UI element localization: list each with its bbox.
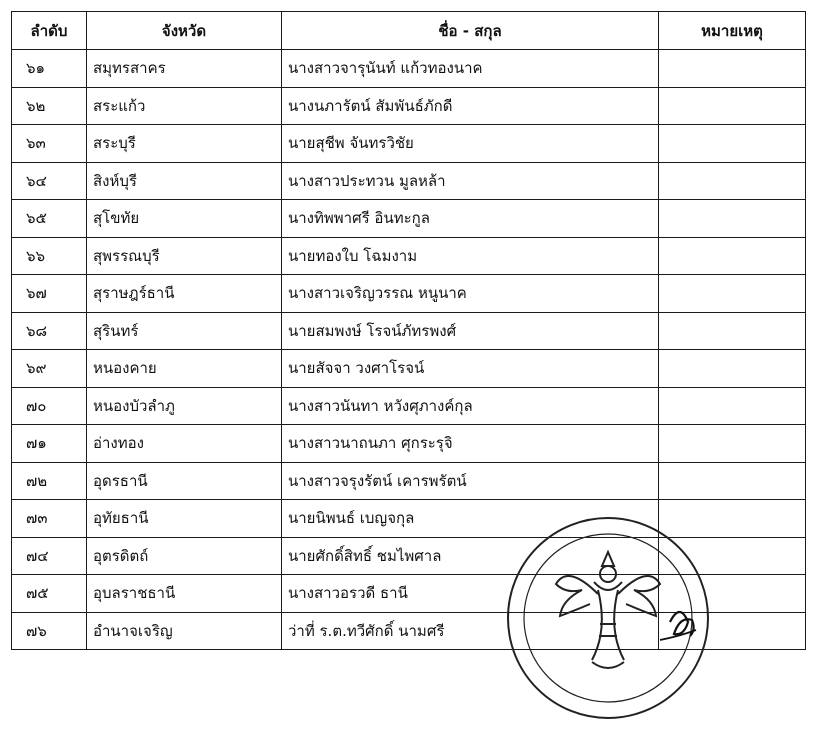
row-name: นางสาวอรวดี ธานี <box>282 575 659 613</box>
row-note <box>659 237 806 275</box>
row-note <box>659 87 806 125</box>
row-name: นายสุชีพ จันทรวิชัย <box>282 125 659 163</box>
row-name: นายสมพงษ์ โรจน์ภัทรพงศ์ <box>282 312 659 350</box>
row-name: นายสัจจา วงศาโรจน์ <box>282 350 659 388</box>
row-name: นางสาวประทวน มูลหล้า <box>282 162 659 200</box>
row-name: นางนภารัตน์ สัมพันธ์ภักดี <box>282 87 659 125</box>
table-row <box>12 50 806 88</box>
garuda-seal-icon <box>502 512 714 724</box>
row-number: ๖๒ <box>12 87 87 125</box>
row-number: ๖๔ <box>12 162 87 200</box>
row-province: สุรินทร์ <box>87 312 282 350</box>
row-province: อ่างทอง <box>87 425 282 463</box>
row-note <box>659 312 806 350</box>
row-name: นายนิพนธ์ เบญจกุล <box>282 500 659 538</box>
row-number: ๖๕ <box>12 200 87 238</box>
row-province: อุตรดิตถ์ <box>87 537 282 575</box>
row-province: สุโขทัย <box>87 200 282 238</box>
table-row <box>12 387 806 425</box>
row-note <box>659 125 806 163</box>
row-note <box>659 462 806 500</box>
row-number: ๖๓ <box>12 125 87 163</box>
row-number: ๗๒ <box>12 462 87 500</box>
table-row <box>12 237 806 275</box>
row-number: ๖๗ <box>12 275 87 313</box>
row-number: ๖๘ <box>12 312 87 350</box>
row-name: นายทองใบ โฉมงาม <box>282 237 659 275</box>
row-province: สระแก้ว <box>87 87 282 125</box>
row-province: หนองบัวลำภู <box>87 387 282 425</box>
row-province: สิงห์บุรี <box>87 162 282 200</box>
row-number: ๖๑ <box>12 50 87 88</box>
row-number: ๗๐ <box>12 387 87 425</box>
row-number: ๖๙ <box>12 350 87 388</box>
row-province: อุดรธานี <box>87 462 282 500</box>
row-name: ว่าที่ ร.ต.ทวีศักดิ์ นามศรี <box>282 612 659 650</box>
row-note <box>659 162 806 200</box>
row-province: อุบลราชธานี <box>87 575 282 613</box>
row-note <box>659 200 806 238</box>
row-name: นางทิพพาศรี อินทะกูล <box>282 200 659 238</box>
header-note: หมายเหตุ <box>659 12 806 50</box>
header-name: ชื่อ - สกุล <box>282 12 659 50</box>
row-number: ๗๔ <box>12 537 87 575</box>
table-row <box>12 425 806 463</box>
row-number: ๗๖ <box>12 612 87 650</box>
row-name: นายศักดิ์สิทธิ์ ชมไพศาล <box>282 537 659 575</box>
header-row <box>12 12 806 50</box>
header-number: ลำดับ <box>12 12 87 50</box>
table-row <box>12 125 806 163</box>
table-row <box>12 200 806 238</box>
row-name: นางสาวเจริญวรรณ หนูนาค <box>282 275 659 313</box>
row-note <box>659 275 806 313</box>
row-note <box>659 387 806 425</box>
row-number: ๗๓ <box>12 500 87 538</box>
row-province: สุราษฎร์ธานี <box>87 275 282 313</box>
header-province: จังหวัด <box>87 12 282 50</box>
table-row <box>12 350 806 388</box>
row-province: อุทัยธานี <box>87 500 282 538</box>
table-row <box>12 162 806 200</box>
row-province: สุพรรณบุรี <box>87 237 282 275</box>
row-number: ๗๑ <box>12 425 87 463</box>
row-note <box>659 425 806 463</box>
row-province: อำนาจเจริญ <box>87 612 282 650</box>
table-row <box>12 87 806 125</box>
row-name: นางสาวนันทา หวังศุภางค์กุล <box>282 387 659 425</box>
row-name: นางสาวจารุนันท์ แก้วทองนาค <box>282 50 659 88</box>
table-row <box>12 312 806 350</box>
row-province: สระบุรี <box>87 125 282 163</box>
row-number: ๖๖ <box>12 237 87 275</box>
row-name: นางสาวจรุงรัตน์ เคารพรัตน์ <box>282 462 659 500</box>
row-note <box>659 350 806 388</box>
table-row <box>12 275 806 313</box>
row-number: ๗๕ <box>12 575 87 613</box>
row-name: นางสาวนาถนภา ศุกระรุจิ <box>282 425 659 463</box>
table-row <box>12 462 806 500</box>
row-province: หนองคาย <box>87 350 282 388</box>
row-note <box>659 50 806 88</box>
row-province: สมุทรสาคร <box>87 50 282 88</box>
